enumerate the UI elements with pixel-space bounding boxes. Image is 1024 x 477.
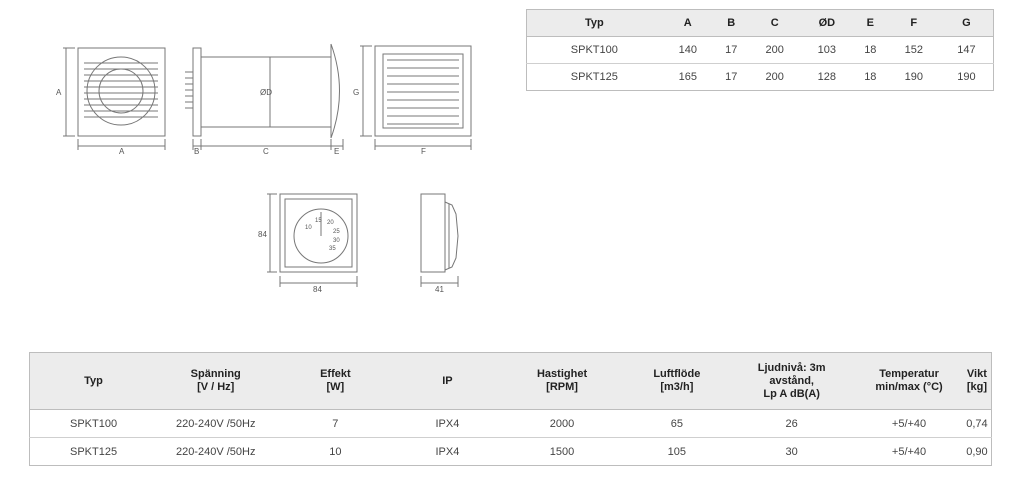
table-cell: 128 xyxy=(801,64,853,91)
table-cell: 2000 xyxy=(498,410,625,438)
header-line: [kg] xyxy=(966,381,987,393)
table-cell: 200 xyxy=(749,64,801,91)
header-line: [m3/h] xyxy=(660,381,694,393)
table-cell: 190 xyxy=(888,64,940,91)
spec-header-airflow xyxy=(626,353,728,410)
table-cell: 220-240V /50Hz xyxy=(157,410,274,438)
header-line: [W] xyxy=(326,381,345,393)
header-line: Spänning xyxy=(190,368,241,380)
table-cell: 140 xyxy=(662,37,714,64)
dial-mark: 30 xyxy=(333,238,340,244)
table-cell: 220-240V /50Hz xyxy=(157,438,274,466)
dial-mark: 20 xyxy=(327,220,334,226)
table-cell: SPKT125 xyxy=(30,438,158,466)
table-cell: 17 xyxy=(714,64,749,91)
dim-header-cell: B xyxy=(714,10,749,37)
controller-front-drawing xyxy=(267,194,357,287)
dimensions-table xyxy=(526,9,994,91)
spec-header-power xyxy=(274,353,396,410)
dim-label-c: C xyxy=(263,147,269,156)
dim-label-a-vertical: A xyxy=(56,88,62,97)
dim-label-ctrl-depth: 41 xyxy=(435,285,444,294)
table-cell: 30 xyxy=(728,438,855,466)
header-line: Ljudnivå: 3m xyxy=(757,361,826,374)
table-cell: IPX4 xyxy=(396,438,498,466)
header-line: [V / Hz] xyxy=(197,381,235,393)
dim-label-ctrl-height: 84 xyxy=(258,230,267,239)
table-cell: 17 xyxy=(714,37,749,64)
table-cell: 200 xyxy=(749,37,801,64)
dim-label-diameter: ØD xyxy=(260,88,272,97)
table-cell: 152 xyxy=(888,37,940,64)
dim-label-e: E xyxy=(334,147,340,156)
table-cell: 190 xyxy=(940,64,994,91)
table-cell: 18 xyxy=(853,64,888,91)
header-line: Luftflöde xyxy=(653,368,701,380)
table-cell: 10 xyxy=(274,438,396,466)
table-cell: 147 xyxy=(940,37,994,64)
table-cell: 165 xyxy=(662,64,714,91)
table-cell: 18 xyxy=(853,37,888,64)
dim-label-g: G xyxy=(353,88,360,97)
header-line: IP xyxy=(442,374,453,387)
grille-view-drawing xyxy=(360,46,471,150)
table-cell: IPX4 xyxy=(396,410,498,438)
table-cell: 0,90 xyxy=(963,438,992,466)
spec-header-voltage xyxy=(157,353,274,410)
table-cell: +5/+40 xyxy=(855,438,963,466)
table-cell: +5/+40 xyxy=(855,410,963,438)
spec-header-temperature xyxy=(855,353,963,410)
spec-header-weight xyxy=(963,353,992,410)
dial-mark: 15 xyxy=(315,218,322,224)
dim-header-cell: Typ xyxy=(527,10,662,37)
header-line: avstånd, xyxy=(769,374,814,387)
header-line: [RPM] xyxy=(546,381,578,393)
dim-header-cell: A xyxy=(662,10,714,37)
spec-header-typ xyxy=(30,353,158,410)
dial-mark: 10 xyxy=(305,225,312,231)
header-line: Temperatur xyxy=(879,368,939,380)
table-row xyxy=(30,410,992,438)
dim-header-cell: G xyxy=(940,10,994,37)
header-line: min/max (°C) xyxy=(875,381,943,393)
table-row xyxy=(30,438,992,466)
table-cell: 0,74 xyxy=(963,410,992,438)
front-view-drawing xyxy=(63,48,165,150)
dim-label-ctrl-width: 84 xyxy=(313,285,322,294)
table-cell: 103 xyxy=(801,37,853,64)
table-cell: 105 xyxy=(626,438,728,466)
header-line: Vikt xyxy=(966,368,987,380)
controller-side-drawing xyxy=(421,194,458,287)
table-cell: 1500 xyxy=(498,438,625,466)
header-line: Lp A dB(A) xyxy=(763,387,820,400)
dim-label-b: B xyxy=(194,147,200,156)
dim-label-f: F xyxy=(421,147,426,156)
header-line: Typ xyxy=(84,374,103,387)
spec-header-row xyxy=(30,353,992,410)
spec-header-speed xyxy=(498,353,625,410)
dial-mark: 35 xyxy=(329,246,336,252)
specifications-table xyxy=(29,352,992,466)
table-cell: 65 xyxy=(626,410,728,438)
side-view-drawing xyxy=(185,44,343,150)
table-cell: SPKT100 xyxy=(527,37,662,64)
dim-header-cell: ØD xyxy=(801,10,853,37)
table-row xyxy=(527,64,994,91)
dim-header-cell: E xyxy=(853,10,888,37)
spec-header-ip xyxy=(396,353,498,410)
dimensions-header-row xyxy=(527,10,994,37)
dim-label-a: A xyxy=(119,147,125,156)
dim-header-cell: C xyxy=(749,10,801,37)
header-line: Effekt xyxy=(320,368,351,380)
table-row xyxy=(527,37,994,64)
table-cell: SPKT125 xyxy=(527,64,662,91)
table-cell: SPKT100 xyxy=(30,410,158,438)
header-line: Hastighet xyxy=(536,368,588,380)
dim-header-cell: F xyxy=(888,10,940,37)
table-cell: 26 xyxy=(728,410,855,438)
dial-mark: 25 xyxy=(333,229,340,235)
table-cell: 7 xyxy=(274,410,396,438)
spec-header-noise xyxy=(728,353,855,410)
